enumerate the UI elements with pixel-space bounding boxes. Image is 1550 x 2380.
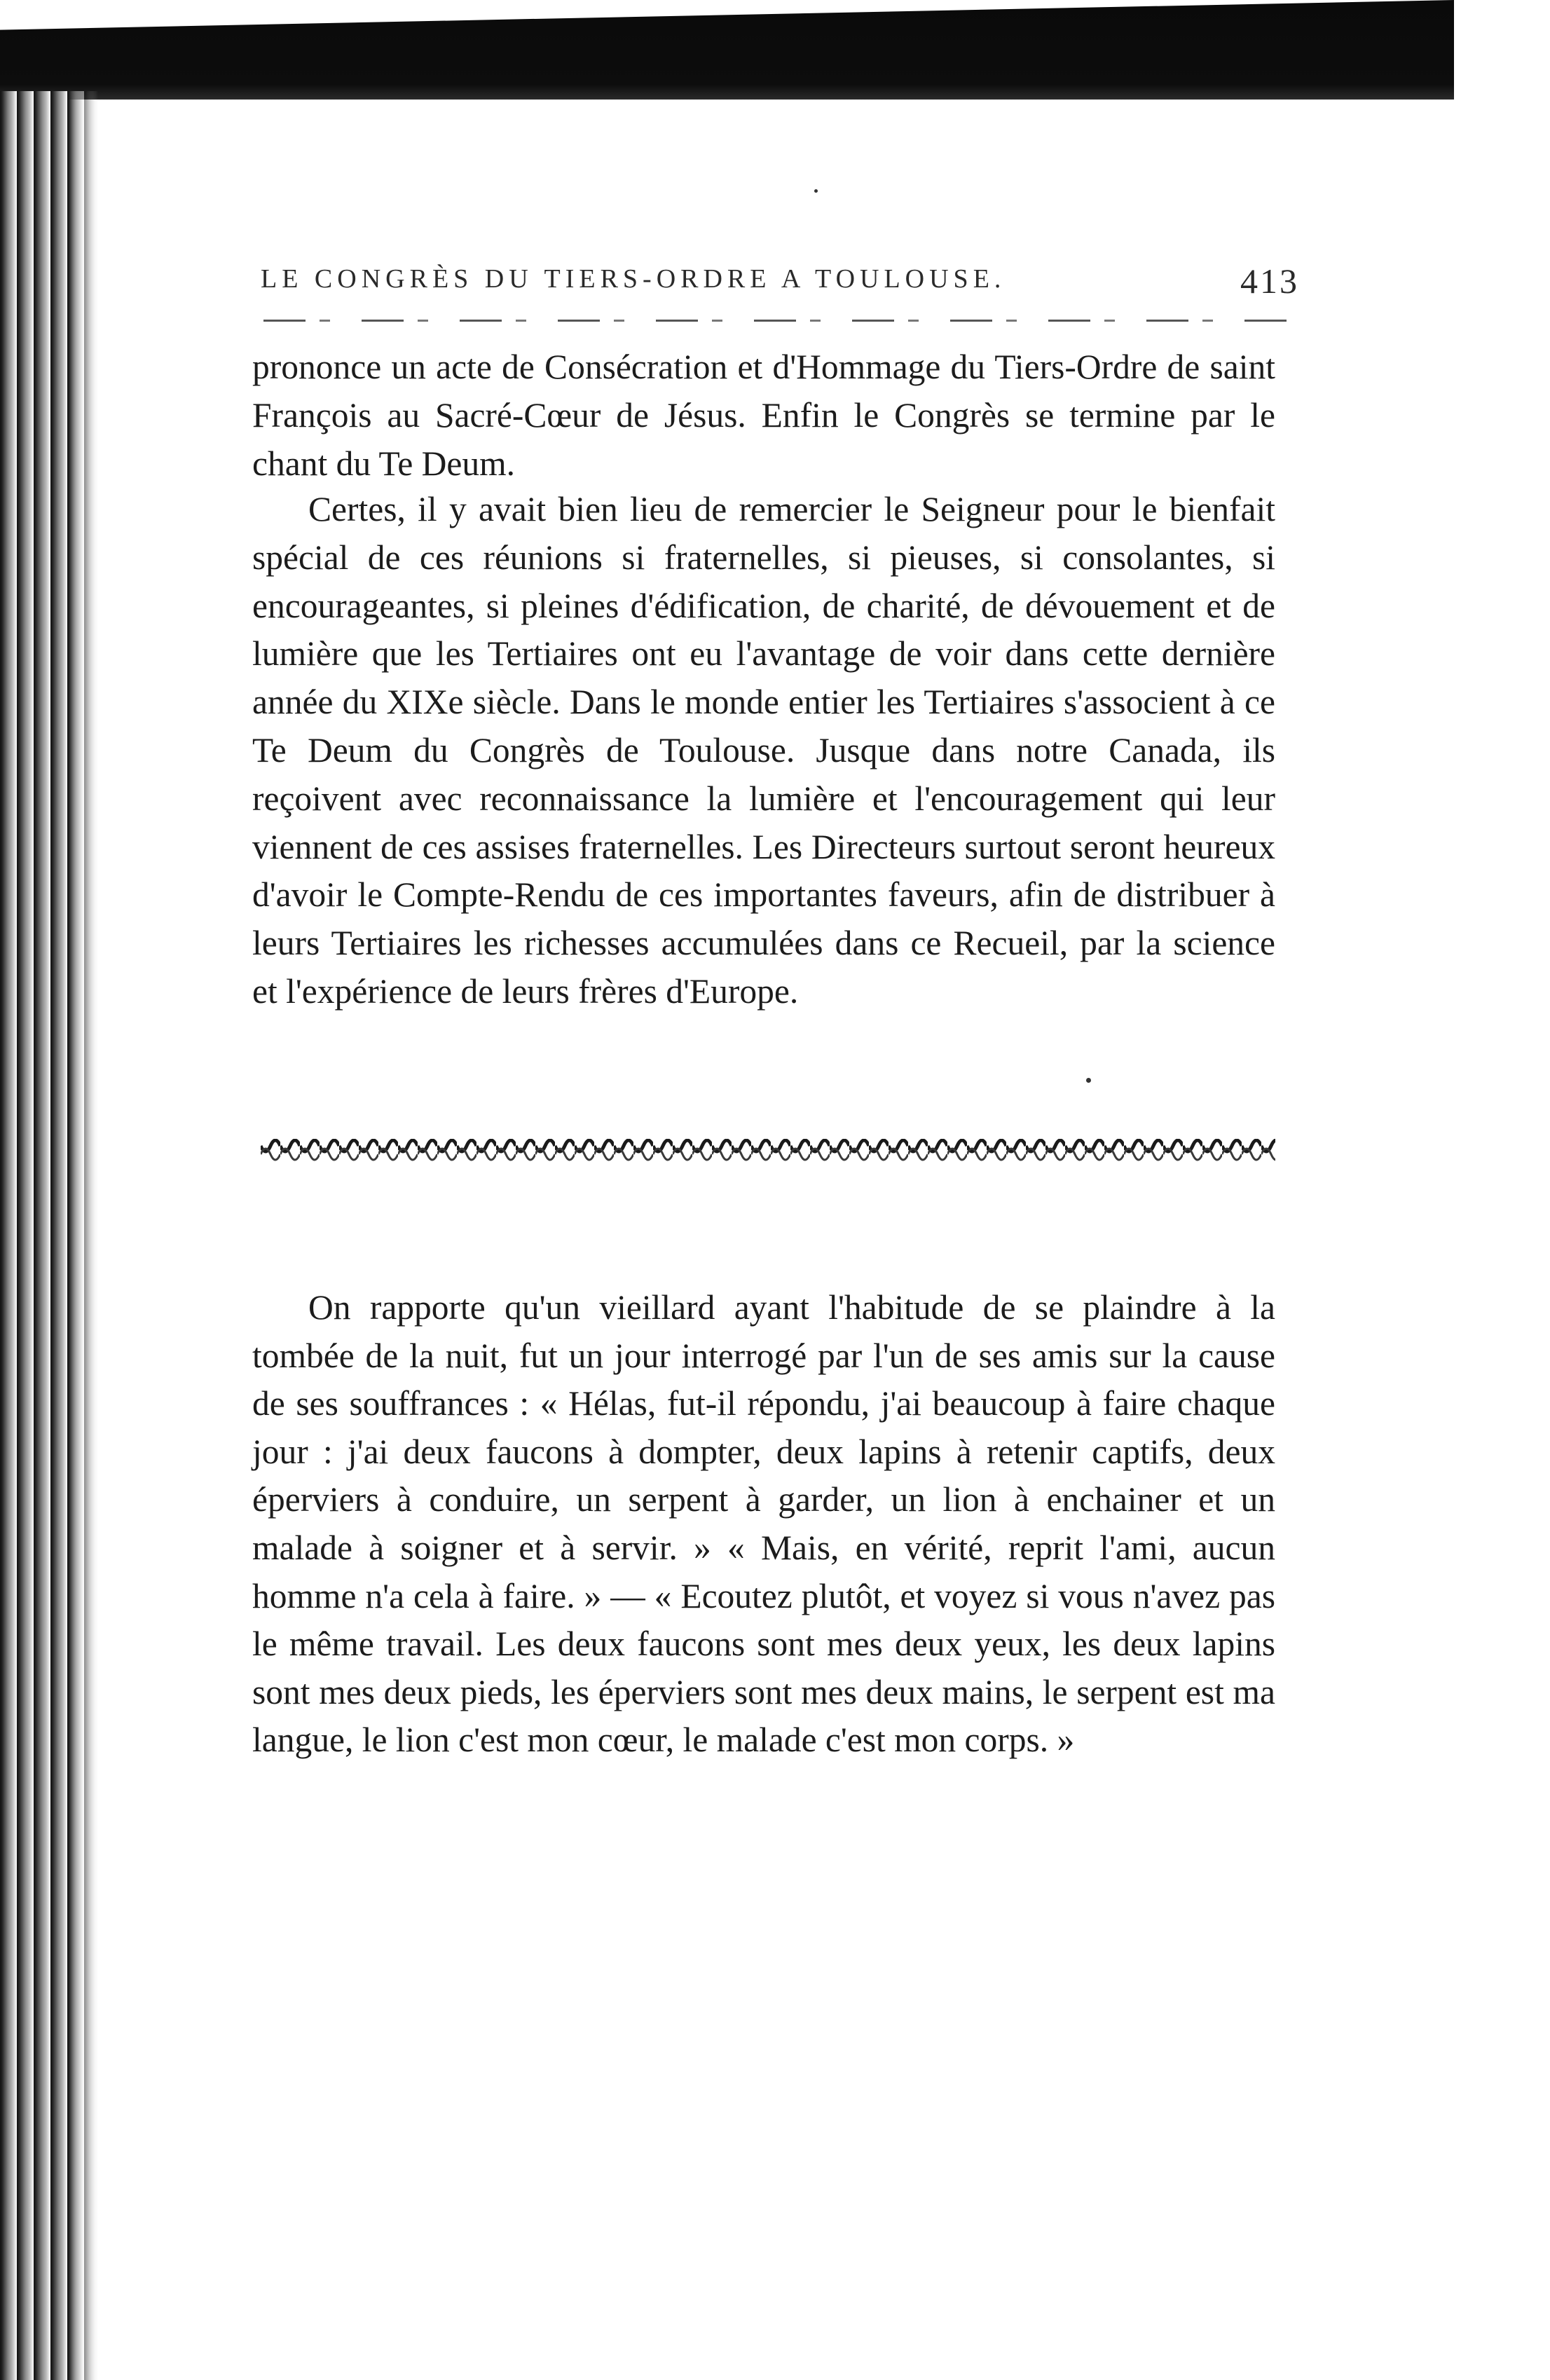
paragraph-certes: Certes, il y avait bien lieu de remercier le Seigneur pour le bienfait spécial de ces réunions si fraternelles, si pieuses, si consolantes, si encourageantes, si pleines d'édification, de charité, de dévouement et de lumière que les Tertiaires ont eu l'avantage de voir dans cette dernière année du XIXe siècle. Dans le monde entier les Tertiaires s'associent à ce Te Deum du Congrès de Toulouse. Jusque dans notre Canada, ils reçoivent avec reconnaissance la lumière et l'encouragement qui leur viennent de ces assises fraternelles. Les Directeurs surtout seront heureux d'avoir le Compte-Rendu de ces importantes faveurs, afin de distribuer à leurs Tertiaires les richesses accumulées dans ce Recueil, par la science et l'expérience de leurs frères d'Europe. <box>252 490 1275 1011</box>
header-rule <box>263 320 1288 322</box>
running-head: LE CONGRÈS DU TIERS-ORDRE A TOULOUSE. <box>261 264 1006 294</box>
ornament-dot <box>1086 1078 1091 1083</box>
paragraph-anecdote: On rapporte qu'un vieillard ayant l'habitude de se plaindre à la tombée de la nuit, fut un jour interrogé par l'un de ses amis sur la cause de ses souffrances : « Hélas, fut-il répondu, j'ai beaucoup à faire chaque jour : j'ai deux faucons à dompter, deux lapins à retenir captifs, deux éperviers à conduire, un serpent à garder, un lion à enchainer et un malade à soigner et à servir. » « Mais, en vérité, reprit l'ami, aucun homme n'a cela à faire. » — « Ecoutez plutôt, et voyez si vous n'avez pas le même travail. Les deux faucons sont mes deux yeux, les deux lapins sont mes deux pieds, les éperviers sont mes deux mains, le serpent est ma langue, le lion c'est mon cœur, le malade c'est mon corps. » <box>252 1288 1275 1760</box>
page-number: 413 <box>1240 261 1299 301</box>
scan-shadow-left <box>0 91 98 2380</box>
ornamental-divider <box>261 1139 1275 1163</box>
paragraph-continued: prononce un acte de Consécration et d'Hommage du Tiers-Ordre de saint François au Sacré-Cœur de Jésus. Enfin le Congrès se termine par le chant du Te Deum. <box>252 348 1275 483</box>
scan-speck <box>814 189 818 193</box>
scan-shadow-top <box>0 0 1454 100</box>
